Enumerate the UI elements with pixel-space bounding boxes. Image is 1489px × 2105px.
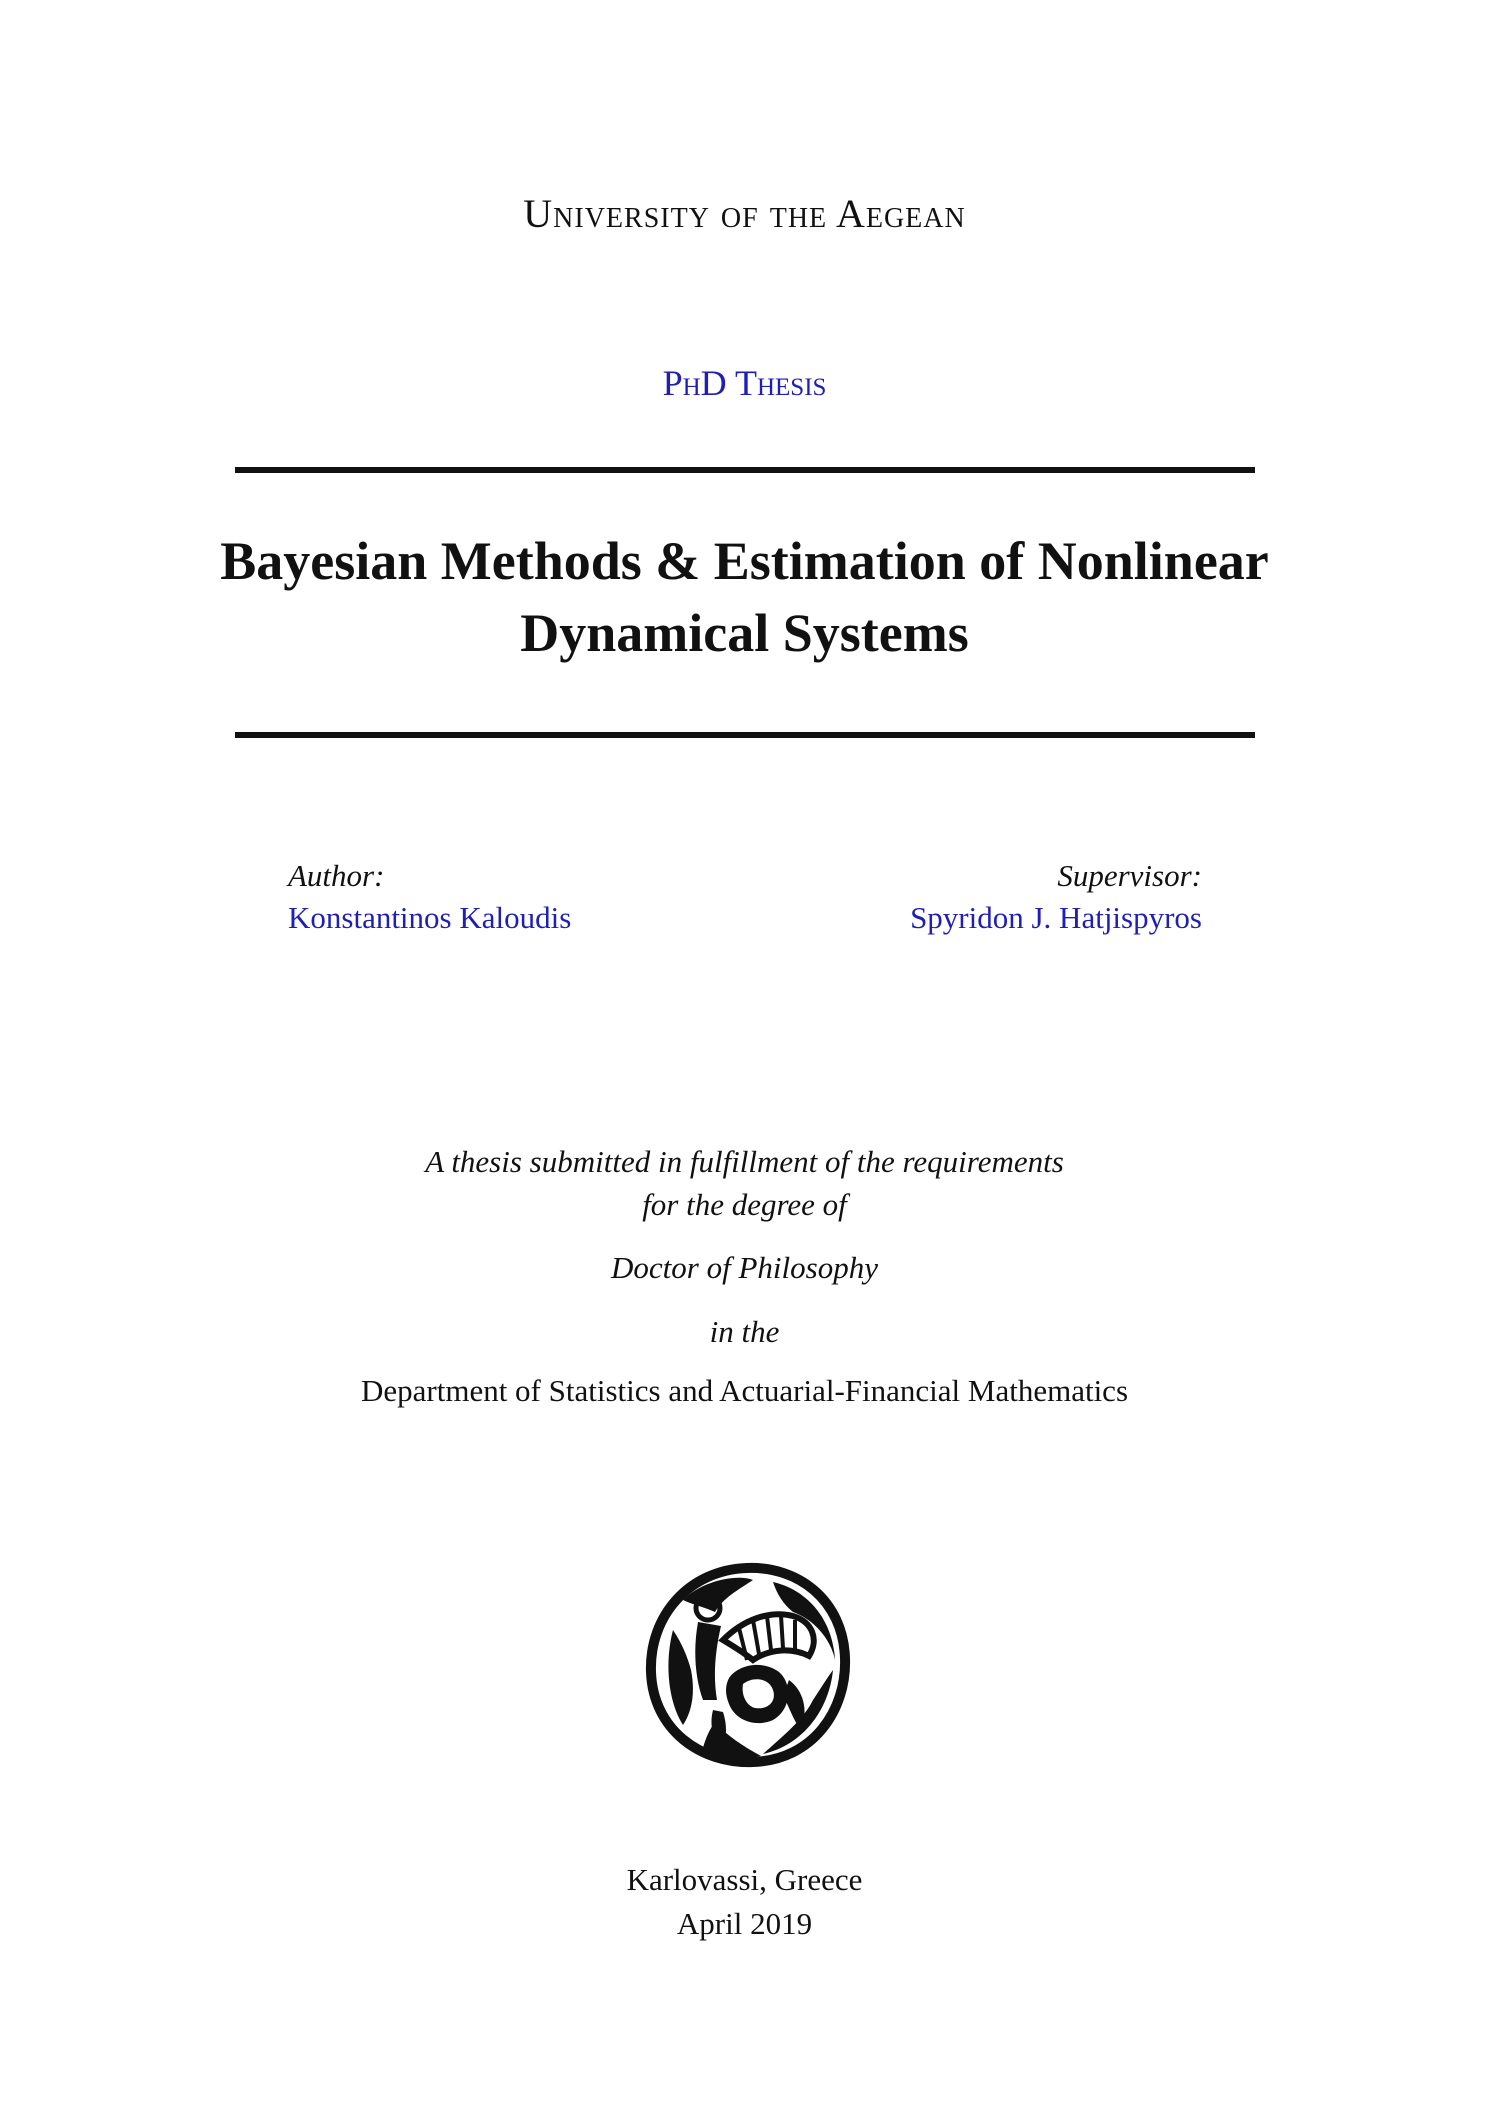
university-name: University of the Aegean [523, 191, 966, 236]
thesis-title [0, 525, 1489, 669]
thesis-title-line-1: Bayesian Methods & Estimation of Nonlinear [220, 531, 1269, 591]
department-name: Department of Statistics and Actuarial-Financial Mathematics [360, 1373, 1129, 1408]
submission-statement-line-1: A thesis submitted in fulfillment of the requirements [425, 1144, 1064, 1179]
submission-date: April 2019 [676, 1906, 813, 1941]
thesis-title-line-2: Dynamical Systems [520, 603, 969, 663]
submission-statement-line-2: for the degree of [642, 1187, 847, 1222]
supervisor-name[interactable]: Spyridon J. Hatjispyros [910, 900, 1202, 935]
degree-name: Doctor of Philosophy [611, 1250, 878, 1285]
title-rule-top [235, 467, 1255, 473]
university-seal-icon [643, 1560, 851, 1768]
author-label: Author: [288, 858, 385, 893]
thesis-type: PhD Thesis [662, 363, 827, 403]
author-name[interactable]: Konstantinos Kaloudis [288, 900, 572, 935]
title-rule-bottom [235, 732, 1255, 738]
supervisor-label: Supervisor: [1057, 858, 1202, 893]
in-the-text: in the [709, 1314, 780, 1349]
location: Karlovassi, Greece [626, 1862, 863, 1897]
